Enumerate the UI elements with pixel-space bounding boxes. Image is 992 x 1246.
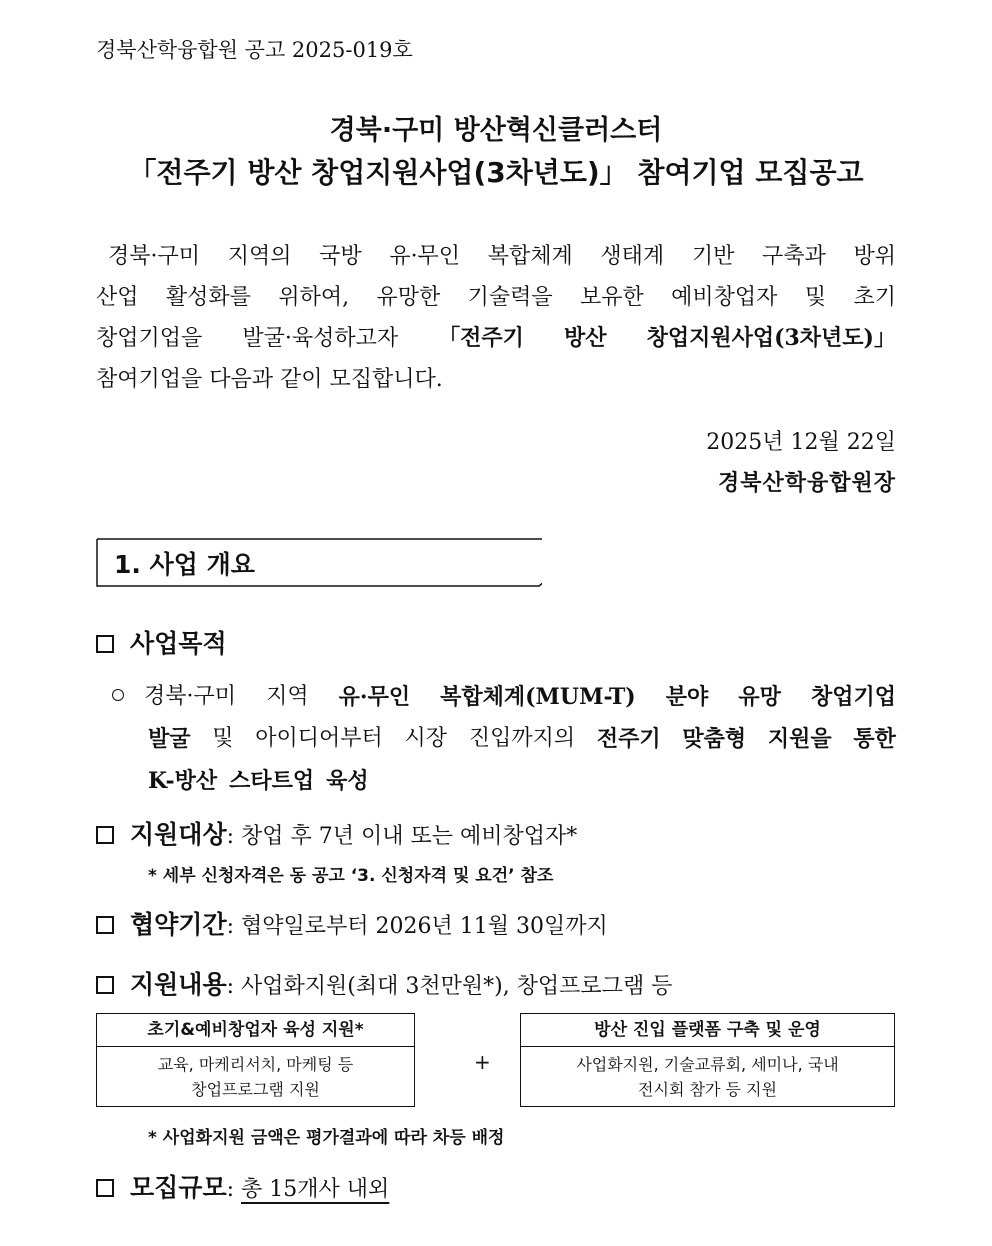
purpose-word: 지역 <box>266 684 309 709</box>
intro-word: 활성화를 <box>165 285 251 310</box>
content-note: * 사업화지원 금액은 평가결과에 따라 차등 배정 <box>148 1128 505 1148</box>
intro-word: 산업 <box>96 285 139 310</box>
support-box-left <box>96 1013 415 1107</box>
purpose-word: 아이디어부터 <box>255 726 383 751</box>
intro-word: 발굴·육성하고자 <box>242 326 399 351</box>
intro-word-bold: 「전주기 <box>438 325 524 351</box>
purpose-word-bold: 유·무인 <box>338 684 411 710</box>
purpose-word-bold: K-방산 <box>148 768 218 794</box>
support-box-right-body <box>521 1047 894 1102</box>
intro-word: 보유한 <box>580 285 644 310</box>
intro-word: 국방 <box>319 244 362 269</box>
purpose-word-bold: 분야 <box>665 684 709 710</box>
intro-word: 복합체계 <box>487 244 573 269</box>
intro-word-bold: 방산 <box>563 325 607 351</box>
target-note: * 세부 신청자격은 동 공고 ‘3. 신청자격 및 요건’ 참조 <box>148 866 554 886</box>
intro-word-bold: 창업지원사업(3차년도)」 <box>646 325 896 351</box>
purpose-heading: 사업목적 <box>130 629 227 658</box>
content-value: : 사업화지원(최대 3천만원*), 창업프로그램 등 <box>226 974 673 999</box>
support-box-right <box>520 1013 895 1107</box>
intro-word: 기반 <box>691 244 735 269</box>
support-box-left-header: 초기&예비창업자 육성 지원* <box>97 1014 414 1047</box>
checkbox-square-icon <box>96 916 114 934</box>
intro-word: 창업기업을 <box>96 326 203 351</box>
purpose-word: 경북·구미 <box>112 676 236 718</box>
intro-line-1 <box>96 236 896 277</box>
intro-paragraph <box>96 236 896 400</box>
period-row <box>96 905 608 941</box>
support-box-right-line: 전시회 참가 등 지원 <box>638 1080 777 1099</box>
support-box-left-line: 창업프로그램 지원 <box>191 1080 320 1099</box>
circle-bullet-icon <box>112 689 124 701</box>
intro-word: 경북·구미 <box>108 244 201 269</box>
title-line-2: 「전주기 방산 창업지원사업(3차년도)」 참여기업 모집공고 <box>128 156 864 189</box>
purpose-word-bold: 유망 <box>738 684 781 710</box>
purpose-word-bold: 통한 <box>853 726 896 752</box>
purpose-word: 및 <box>212 726 234 751</box>
intro-word: 방위 <box>853 244 896 269</box>
target-row <box>96 815 577 851</box>
purpose-heading-row <box>96 624 227 660</box>
support-box-right-header: 방산 진입 플랫폼 구축 및 운영 <box>521 1014 894 1047</box>
purpose-word-bold: 발굴 <box>148 726 191 752</box>
target-heading: 지원대상 <box>130 820 227 849</box>
content-heading: 지원내용 <box>130 970 227 999</box>
title-line-1: 경북·구미 방산혁신클러스터 <box>329 115 663 146</box>
support-box-right-line: 사업화지원, 기술교류회, 세미나, 국내 <box>576 1055 839 1074</box>
intro-line-4: 참여기업을 다음과 같이 모집합니다. <box>96 367 443 392</box>
intro-word: 유망한 <box>376 285 441 310</box>
support-box-left-body <box>97 1047 414 1102</box>
intro-word: 지역의 <box>227 244 292 269</box>
intro-word: 예비창업자 <box>671 285 778 310</box>
purpose-word: 진입까지의 <box>468 726 576 751</box>
notice-number: 경북산학융합원 공고 2025-019호 <box>96 38 413 62</box>
purpose-word-bold: 스타트업 <box>229 768 315 794</box>
intro-word: 위하여, <box>278 285 350 310</box>
intro-word: 기술력을 <box>467 285 553 310</box>
purpose-word-bold: 복합체계(MUM-T) <box>440 684 636 710</box>
content-row <box>96 965 672 1001</box>
plus-sign: + <box>474 1050 491 1074</box>
issue-date: 2025년 12월 22일 <box>706 430 896 455</box>
issuer-org: 경북산학융합원장 <box>717 470 896 496</box>
purpose-text <box>112 676 896 802</box>
purpose-line-3 <box>112 760 896 802</box>
intro-line-3 <box>96 318 896 359</box>
purpose-line-2 <box>112 718 896 760</box>
checkbox-square-icon <box>96 1179 114 1197</box>
purpose-word-bold: 창업기업 <box>810 684 896 710</box>
purpose-word-bold: 육성 <box>326 768 369 794</box>
scale-row <box>96 1168 389 1204</box>
intro-word: 생태계 <box>600 244 665 269</box>
scale-heading: 모집규모 <box>130 1173 227 1202</box>
purpose-word-bold: 지원을 <box>767 726 832 752</box>
scale-value: 총 15개사 내외 <box>241 1177 390 1202</box>
intro-word: 구축과 <box>762 244 826 269</box>
intro-word: 초기 <box>853 285 896 310</box>
purpose-line-1 <box>112 676 896 718</box>
support-box-left-line: 교육, 마케리서치, 마케팅 등 <box>157 1055 354 1074</box>
period-heading: 협약기간 <box>130 910 227 939</box>
intro-word: 및 <box>804 285 827 310</box>
purpose-word-bold: 맞춤형 <box>682 726 747 752</box>
period-value: : 협약일로부터 2026년 11월 30일까지 <box>226 914 608 939</box>
checkbox-square-icon <box>96 976 114 994</box>
checkbox-square-icon <box>96 826 114 844</box>
intro-line-2 <box>96 277 896 318</box>
checkbox-square-icon <box>96 635 114 653</box>
section-title: 1. 사업 개요 <box>114 550 255 579</box>
intro-word: 유·무인 <box>389 244 461 269</box>
scale-colon: : <box>226 1177 242 1202</box>
target-value: : 창업 후 7년 이내 또는 예비창업자* <box>226 824 578 849</box>
purpose-word: 시장 <box>404 726 448 751</box>
purpose-word-bold: 전주기 <box>596 726 661 752</box>
